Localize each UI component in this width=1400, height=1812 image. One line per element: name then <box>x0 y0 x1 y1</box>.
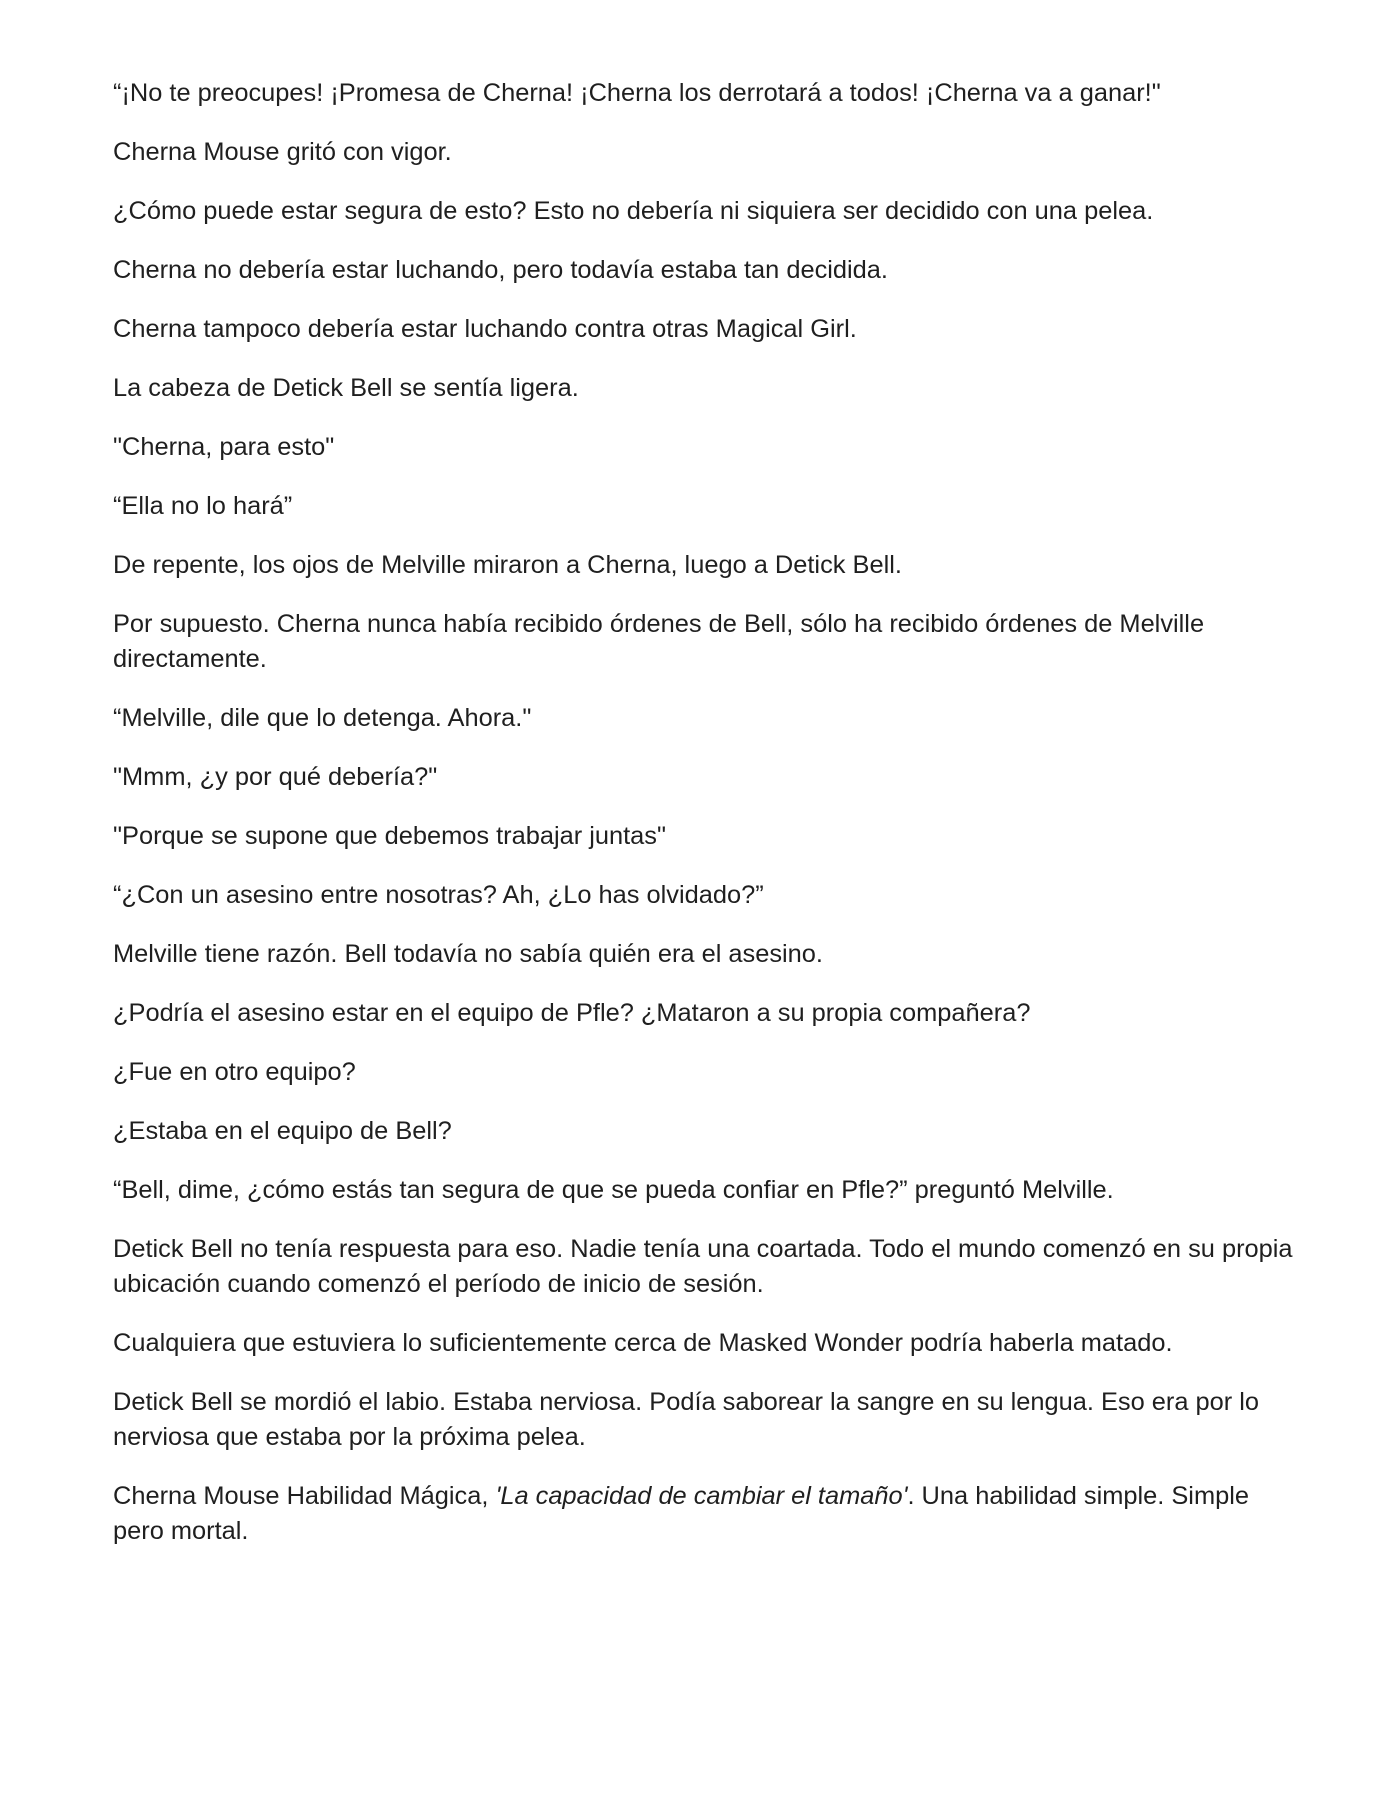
paragraph-10: Por supuesto. Cherna nunca había recibido órdenes de Bell, sólo ha recibido órdenes de Melville directamente. <box>113 610 1205 673</box>
paragraph-2: Cherna Mouse gritó con vigor. <box>113 138 452 166</box>
paragraph-8: “Ella no lo hará” <box>113 492 293 520</box>
paragraph-21: Cualquiera que estuviera lo suficientemente cerca de Masked Wonder podría haberla matado. <box>113 1329 1173 1357</box>
paragraph-12: "Mmm, ¿y por qué debería?" <box>113 763 438 791</box>
paragraph-6: La cabeza de Detick Bell se sentía ligera. <box>113 374 579 402</box>
paragraph-19: “Bell, dime, ¿cómo estás tan segura de que se pueda confiar en Pfle?” preguntó Melville. <box>113 1176 1114 1204</box>
paragraph-22: Detick Bell se mordió el labio. Estaba nerviosa. Podía saborear la sangre en su lengua. Eso era por lo nerviosa que estaba por la próxima pelea. <box>113 1388 1260 1451</box>
paragraph-7: "Cherna, para esto" <box>113 433 335 461</box>
paragraph-23-tail: . Una habilidad simple. Simple pero mortal. <box>113 1482 1249 1545</box>
paragraph-4: Cherna no debería estar luchando, pero todavía estaba tan decidida. <box>113 256 888 284</box>
paragraph-23 <box>113 1479 1300 1549</box>
paragraph-5: Cherna tampoco debería estar luchando contra otras Magical Girl. <box>113 315 857 343</box>
paragraph-1: “¡No te preocupes! ¡Promesa de Cherna! ¡Cherna los derrotará a todos! ¡Cherna va a ganar!" <box>113 79 1161 107</box>
paragraph-11: “Melville, dile que lo detenga. Ahora." <box>113 704 532 732</box>
paragraph-16: ¿Podría el asesino estar en el equipo de Pfle? ¿Mataron a su propia compañera? <box>113 999 1031 1027</box>
paragraph-20: Detick Bell no tenía respuesta para eso. Nadie tenía una coartada. Todo el mundo comenzó en su propia ubicación cuando comenzó el período de inicio de sesión. <box>113 1235 1293 1298</box>
paragraph-23-lead: Cherna Mouse Habilidad Mágica, <box>113 1482 496 1510</box>
ability-name: 'La capacidad de cambiar el tamaño' <box>495 1482 908 1510</box>
paragraph-9: De repente, los ojos de Melville miraron a Cherna, luego a Detick Bell. <box>113 551 902 579</box>
paragraph-18: ¿Estaba en el equipo de Bell? <box>113 1117 452 1145</box>
paragraph-13: "Porque se supone que debemos trabajar juntas" <box>113 822 667 850</box>
paragraph-15: Melville tiene razón. Bell todavía no sabía quién era el asesino. <box>113 940 823 968</box>
paragraph-14: “¿Con un asesino entre nosotras? Ah, ¿Lo has olvidado?” <box>113 881 764 909</box>
paragraph-17: ¿Fue en otro equipo? <box>113 1058 356 1086</box>
paragraph-3: ¿Cómo puede estar segura de esto? Esto no debería ni siquiera ser decidido con una pelea. <box>113 197 1154 225</box>
